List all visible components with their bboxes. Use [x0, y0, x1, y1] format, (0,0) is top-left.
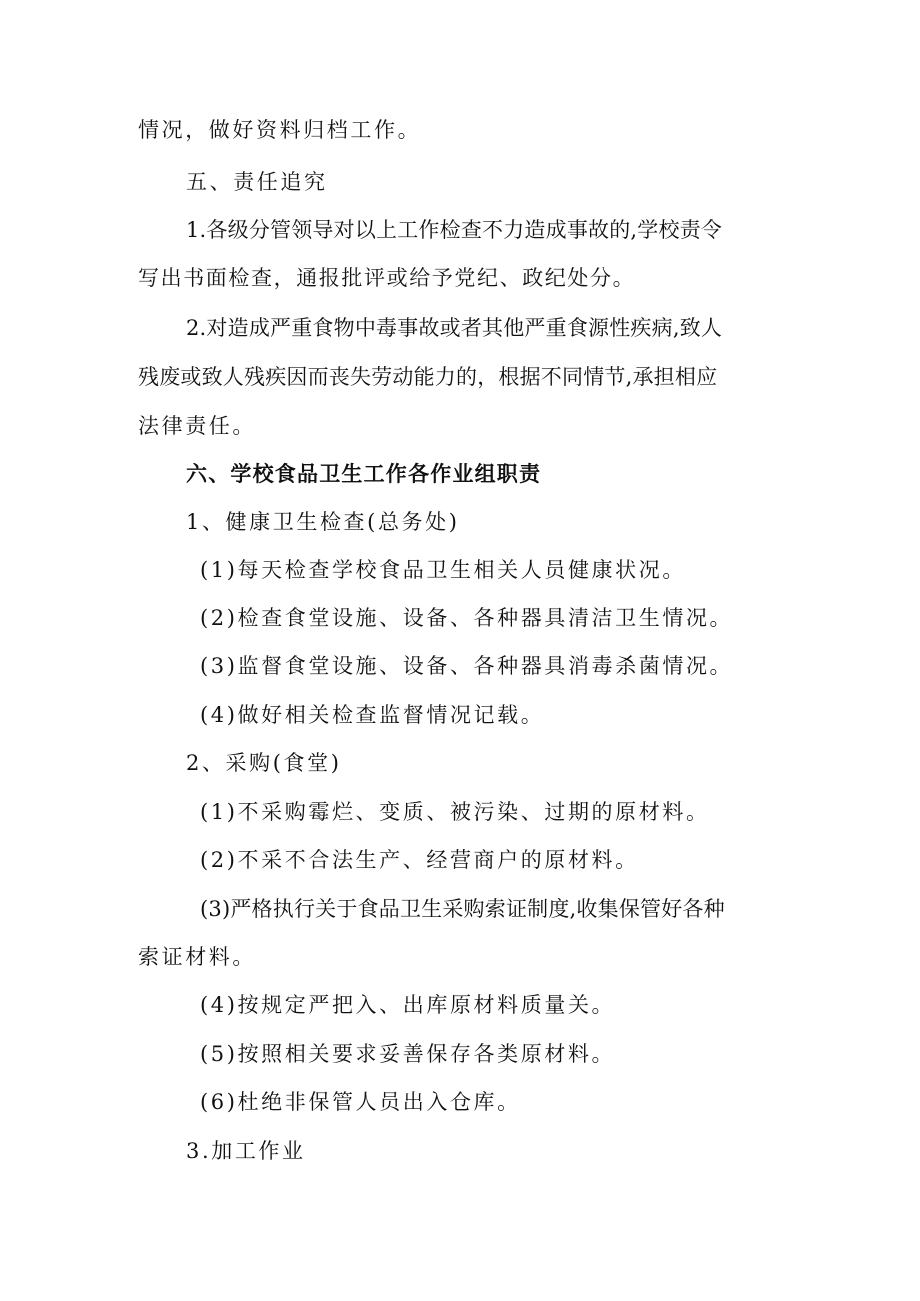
- subheading-processing: 3.加工作业: [186, 1139, 306, 1163]
- subheading-purchasing: 2、采购(食堂): [186, 751, 342, 775]
- paragraph-2-line-1: 2.对造成严重食物中毒事故或者其他严重食源性疾病,致人: [186, 316, 723, 340]
- subheading-health-check: 1、健康卫生检查(总务处): [186, 510, 460, 534]
- section-heading-accountability: 五、责任追究: [186, 170, 328, 194]
- list-item-purchase-3-line-1: (3)严格执行关于食品卫生采购索证制度,收集保管好各种: [200, 897, 725, 921]
- text-line-archive: 情况，做好资料归档工作。: [138, 118, 422, 142]
- paragraph-2-line-3: 法律责任。: [138, 414, 256, 438]
- paragraph-1-line-1: 1.各级分管领导对以上工作检查不力造成事故的,学校责令: [186, 218, 723, 242]
- section-heading-duties: 六、学校食品卫生工作各作业组职责: [186, 462, 542, 486]
- list-item-purchase-2: (2)不采不合法生产、经营商户的原材料。: [200, 848, 639, 872]
- list-item-purchase-4: (4)按规定严把入、出库原材料质量关。: [200, 993, 616, 1017]
- list-item-purchase-6: (6)杜绝非保管人员出入仓库。: [200, 1090, 521, 1114]
- paragraph-1-line-2: 写出书面检查，通报批评或给予党纪、政纪处分。: [138, 266, 636, 290]
- list-item-purchase-3-line-2: 索证材料。: [138, 945, 256, 969]
- list-item-health-3: (3)监督食堂设施、设备、各种器具消毒杀菌情况。: [200, 654, 734, 678]
- list-item-health-4: (4)做好相关检查监督情况记载。: [200, 703, 545, 727]
- list-item-purchase-5: (5)按照相关要求妥善保存各类原材料。: [200, 1042, 616, 1066]
- paragraph-2-line-2: 残废或致人残疾因而丧失劳动能力的，根据不同情节,承担相应: [138, 365, 718, 389]
- list-item-purchase-1: (1)不采购霉烂、变质、被污染、过期的原材料。: [200, 800, 710, 824]
- list-item-health-1: (1)每天检查学校食品卫生相关人员健康状况。: [200, 558, 686, 582]
- list-item-health-2: (2)检查食堂设施、设备、各种器具清洁卫生情况。: [200, 606, 734, 630]
